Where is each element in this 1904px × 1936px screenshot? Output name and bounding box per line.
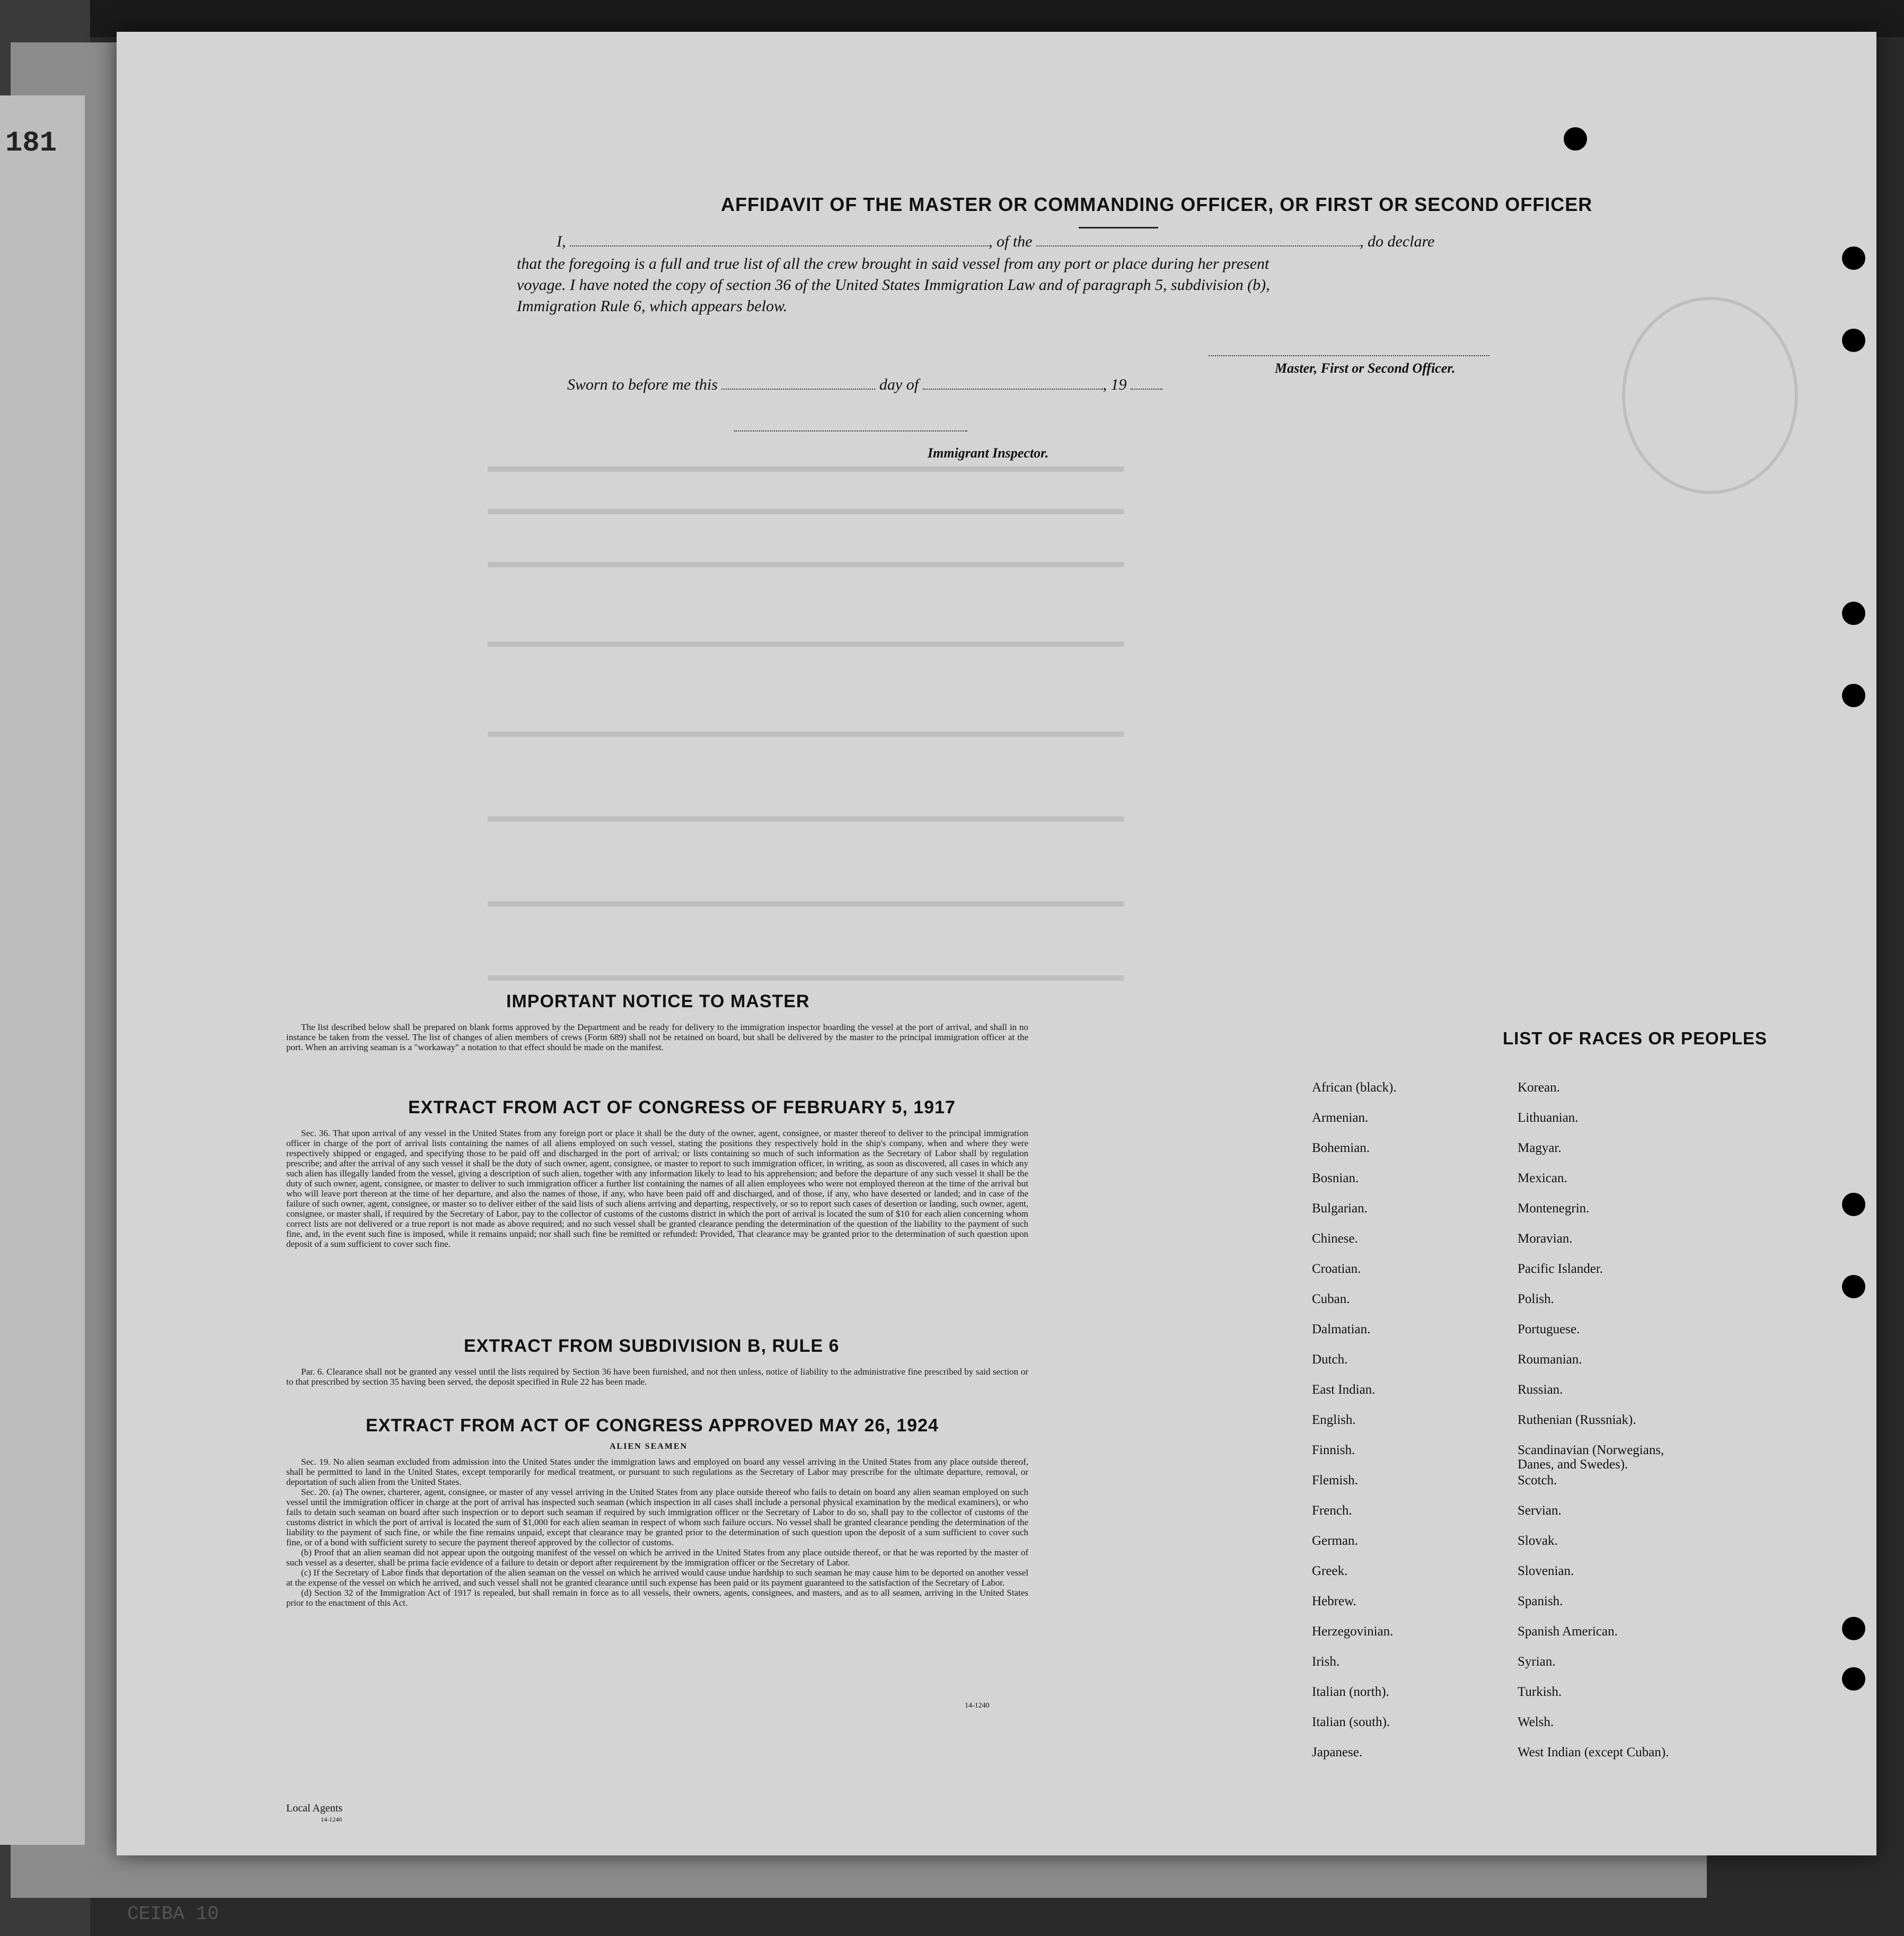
extract-rule6-text: Par. 6. Clearance shall not be granted any vessel until the lists required by Section 36 have been furnished, and not then unless, notice of liability to the administrative fine prescribed by said section or to that prescribed by section 35 having been served, the deposit specified in Rule 22 has been made.: [286, 1367, 1028, 1387]
extract-rule6-body: [286, 1367, 1028, 1387]
race-item: French.: [1312, 1503, 1352, 1518]
extract-1924-subtitle: ALIEN SEAMEN: [610, 1442, 688, 1451]
affidavit-title: AFFIDAVIT OF THE MASTER OR COMMANDING OFFICER, OR FIRST OR SECOND OFFICER: [721, 193, 1593, 215]
race-item: Spanish.: [1518, 1594, 1563, 1608]
race-item: Danes, and Swedes).: [1518, 1457, 1628, 1472]
race-item: African (black).: [1312, 1080, 1397, 1095]
sworn-prefix: Sworn to before me this: [567, 376, 718, 393]
race-item: Polish.: [1518, 1292, 1554, 1306]
race-item: Roumanian.: [1518, 1352, 1582, 1367]
embossed-seal: [1622, 297, 1798, 494]
left-margin-strip: [0, 95, 85, 1845]
race-item: Magyar.: [1518, 1141, 1562, 1155]
race-item: Greek.: [1312, 1564, 1348, 1578]
race-item: Lithuanian.: [1518, 1111, 1579, 1125]
race-item: Ruthenian (Russniak).: [1518, 1413, 1636, 1427]
bleed-through-row: [488, 467, 1124, 472]
affidavit-i: I,: [557, 233, 566, 250]
extract-1924-sec20b: (b) Proof that an alien seaman did not appear upon the outgoing manifest of the vessel on which he arrived in the United States from any place outside thereof, or that he was reported by the master of such vessel as a deserter, shall be prima facie evidence of a failure to detain or deport after requirement by the immigration officer or the Secretary of Labor.: [286, 1547, 1028, 1568]
race-item: Bosnian.: [1312, 1171, 1359, 1185]
extract-1924-sec20c: (c) If the Secretary of Labor finds that deportation of the alien seaman on the vessel on which he arrived would cause undue hardship to such seaman he may cause him to be deported on another vessel at the expense of the vessel on which he arrived, and such vessel shall not be granted clearance until such expense has been paid or its payment guaranteed to the satisfaction of the Secretary of Labor.: [286, 1568, 1028, 1588]
race-item: Herzegovinian.: [1312, 1624, 1394, 1639]
race-item: Italian (north).: [1312, 1685, 1389, 1699]
punch-hole: [1842, 329, 1865, 352]
master-signature-label: Master, First or Second Officer.: [1275, 360, 1456, 376]
punch-hole: [1842, 684, 1865, 707]
punch-hole: [1842, 1667, 1865, 1691]
race-item: Korean.: [1518, 1080, 1560, 1095]
master-signature-line[interactable]: [1209, 355, 1489, 356]
notice-master-body: [286, 1022, 1028, 1052]
bleed-through-row: [488, 816, 1124, 822]
bleed-through-row: [488, 641, 1124, 647]
race-item: Cuban.: [1312, 1292, 1350, 1306]
extract-1924-form-number: 14-1240: [965, 1702, 990, 1710]
affidavit-declaration-line: [557, 232, 1434, 251]
punch-hole: [1842, 247, 1865, 270]
punch-hole: [1564, 127, 1587, 151]
extract-1924-body: [286, 1457, 1028, 1608]
notice-master-title: IMPORTANT NOTICE TO MASTER: [506, 991, 810, 1011]
bleed-through-row: [488, 562, 1124, 567]
affidavit-line-4: Immigration Rule 6, which appears below.: [517, 297, 788, 315]
race-item: Syrian.: [1518, 1655, 1556, 1669]
race-item: Scandinavian (Norwegians,: [1518, 1443, 1664, 1457]
bottom-stamp: CEIBA 10: [127, 1903, 219, 1925]
inspector-signature-label: Immigrant Inspector.: [928, 445, 1049, 461]
affidavit-title-rule: [1079, 227, 1158, 228]
punch-hole: [1842, 1275, 1865, 1298]
margin-number: 181: [5, 127, 57, 160]
race-item: Servian.: [1518, 1503, 1562, 1518]
race-item: Chinese.: [1312, 1231, 1358, 1246]
race-item: Dalmatian.: [1312, 1322, 1371, 1336]
race-item: Portuguese.: [1518, 1322, 1580, 1336]
race-item: Japanese.: [1312, 1745, 1363, 1759]
extract-1917-body: [286, 1128, 1028, 1249]
extract-rule6-title: EXTRACT FROM SUBDIVISION B, RULE 6: [464, 1336, 840, 1356]
affidavit-line-3: voyage. I have noted the copy of section 36 of the United States Immigration Law and of paragraph 5, subdivision (b),: [517, 276, 1270, 294]
sworn-day-field[interactable]: [721, 377, 875, 390]
race-item: Moravian.: [1518, 1231, 1573, 1246]
extract-1924-sec20d: (d) Section 32 of the Immigration Act of 1917 is repealed, but shall remain in force as to all vessels, their owners, agents, consignees, and masters, and as to all seamen, arriving in the United States prior to the enactment of this Act.: [286, 1588, 1028, 1608]
race-item: Armenian.: [1312, 1111, 1369, 1125]
footer-form-code: 14-1240: [321, 1816, 342, 1823]
race-item: Montenegrin.: [1518, 1201, 1590, 1216]
bleed-through-row: [488, 732, 1124, 737]
race-item: Irish.: [1312, 1655, 1340, 1669]
race-item: West Indian (except Cuban).: [1518, 1745, 1669, 1759]
bleed-through-row: [488, 901, 1124, 907]
extract-1917-text: Sec. 36. That upon arrival of any vessel in the United States from any foreign port or place it shall be the duty of the owner, agent, consignee, or master thereof to deliver to the principal immigration officer in charge of the port of arrival lists containing the names of all aliens employed on such vessel, stating the positions they respectively hold in the ship's company, when and where they were respectively shipped or engaged, and specifying those to be paid off and discharged in the port of arrival; or lists containing so much of such information as the Secretary of Labor shall by regulation prescribe; and after the arrival of any such vessel it shall be the duty of such owner, agent, consignee, or master to report to such immigration officer, in writing, as soon as discovered, all cases in which any such alien has illegally landed from the vessel, giving a description of such alien, together with any information likely to lead to his apprehension; and before the departure of any such vessel it shall be the duty of such owner, agent, consignee, or master to deliver to such immigration officer a further list containing the names of all alien employees who were not employed thereon at the time of the arrival but who will leave port thereon at the time of her departure, and also the names of those, if any, who have been paid off and discharged, and of those, if any, who have deserted or landed; and in case of the failure of such owner, agent, consignee, or master so to deliver either of the said lists of such aliens arriving and departing, respectively, or so to report such cases of desertion or landing, such owner, agent, consignee, or master shall, if required by the Secretary of Labor, pay to the collector of customs of the customs district in which the port of arrival is located the sum of $10 for each alien concerning whom correct lists are not delivered or a true report is not made as above required; and no such vessel shall be granted clearance pending the determination of the question of the liability to the payment of such fine, and, in the event such fine is imposed, while it remains unpaid; nor shall such fine be remitted or refunded: Provided, That clearance may be granted prior to the determination of such question upon deposit of a sum sufficient to cover such fine.: [286, 1128, 1028, 1249]
race-item: Russian.: [1518, 1383, 1563, 1397]
local-agents-label: Local Agents: [286, 1802, 343, 1814]
race-item: Turkish.: [1518, 1685, 1562, 1699]
race-item: Pacific Islander.: [1518, 1262, 1603, 1276]
extract-1924-sec19: Sec. 19. No alien seaman excluded from admission into the United States under the immigration laws and employed on board any vessel arriving in the United States from any place outside thereof, shall be permitted to land in the United States, except temporarily for medical treatment, or pursuant to such regulations as the Secretary of Labor may prescribe for the ultimate departure, removal, or deportation of such alien from the United States.: [286, 1457, 1028, 1487]
sworn-month-field[interactable]: [923, 377, 1103, 390]
race-item: Croatian.: [1312, 1262, 1361, 1276]
punch-hole: [1842, 1617, 1865, 1640]
race-item: English.: [1312, 1413, 1356, 1427]
document-page: [117, 32, 1876, 1855]
name-field[interactable]: [570, 234, 989, 247]
extract-1924-sec20a: Sec. 20. (a) The owner, charterer, agent, consignee, or master of any vessel arriving in the United States from any place outside thereof who fails to detain on board any alien seaman employed on such vessel until the immigration officer in charge at the port of arrival has inspected such seaman (which inspection in all cases shall include a personal physical examination by the medical examiners), or who fails to detain such seaman on board after such inspection or to deport such seaman if required by such immigration officer or the Secretary of Labor to do so, shall pay to the collector of customs of the customs district in which the port of arrival is located the sum of $1,000 for each alien seaman in respect of whom such failure occurs. No vessel shall be granted clearance pending the determination of the liability to the payment of such fine, or while the fine remains unpaid, except that clearance may be granted prior to the determination of such question upon the deposit of a sum sufficient to cover such fine, or of a bond with sufficient surety to secure the payment thereof approved by the collector of customs.: [286, 1487, 1028, 1547]
race-item: German.: [1312, 1534, 1358, 1548]
vessel-field[interactable]: [1036, 234, 1360, 247]
race-item: Finnish.: [1312, 1443, 1355, 1457]
sworn-day-of: day of: [879, 376, 919, 393]
notice-master-text: The list described below shall be prepared on blank forms approved by the Department and be ready for delivery to the immigration inspector boarding the vessel at the port of arrival, and shall in no instance be taken from the vessel. The list of changes of alien members of crews (Form 689) shall not be retained on board, but shall be delivered by the master to the principal immigration officer at the port. When an arriving seaman is a "workaway" a notation to that effect should be made on the manifest.: [286, 1022, 1028, 1052]
bleed-through-row: [488, 509, 1124, 514]
race-item: Slovenian.: [1518, 1564, 1574, 1578]
affidavit-declare: , do declare: [1360, 233, 1435, 250]
race-item: Spanish American.: [1518, 1624, 1618, 1639]
sworn-year-field[interactable]: [1131, 377, 1162, 390]
race-item: East Indian.: [1312, 1383, 1376, 1397]
extract-1924-title: EXTRACT FROM ACT OF CONGRESS APPROVED MAY 26, 1924: [366, 1415, 939, 1436]
race-item: Hebrew.: [1312, 1594, 1356, 1608]
race-item: Welsh.: [1518, 1715, 1554, 1729]
affidavit-line-2: that the foregoing is a full and true list of all the crew brought in said vessel from any port or place during her present: [517, 255, 1270, 272]
race-item: Bohemian.: [1312, 1141, 1370, 1155]
punch-hole: [1842, 602, 1865, 625]
affidavit-of-the: , of the: [989, 233, 1033, 250]
sworn-line: [567, 375, 1162, 394]
race-item: Bulgarian.: [1312, 1201, 1368, 1216]
bleed-through-row: [488, 975, 1124, 981]
race-item: Mexican.: [1518, 1171, 1567, 1185]
race-item: Scotch.: [1518, 1473, 1557, 1488]
races-title: LIST OF RACES OR PEOPLES: [1503, 1028, 1767, 1048]
race-item: Flemish.: [1312, 1473, 1358, 1488]
inspector-signature-line[interactable]: [734, 430, 967, 432]
extract-1917-title: EXTRACT FROM ACT OF CONGRESS OF FEBRUARY 5, 1917: [408, 1097, 956, 1117]
punch-hole: [1842, 1193, 1865, 1216]
sworn-year: , 19: [1103, 376, 1127, 393]
race-item: Slovak.: [1518, 1534, 1558, 1548]
race-item: Dutch.: [1312, 1352, 1348, 1367]
race-item: Italian (south).: [1312, 1715, 1390, 1729]
